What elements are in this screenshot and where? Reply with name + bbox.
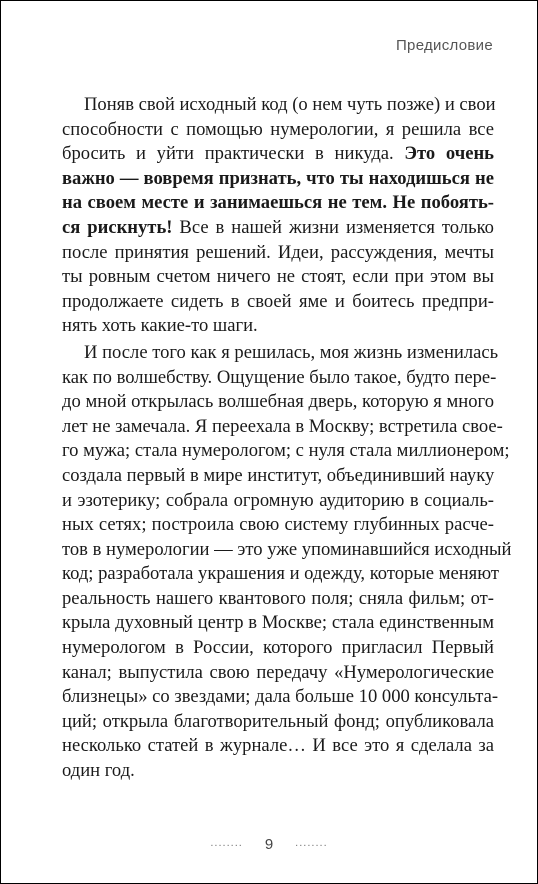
emphasis: Это очень bbox=[404, 143, 494, 165]
text-line: несколько статей в журнале… И все это я сделала за bbox=[62, 735, 494, 757]
body-text bbox=[62, 93, 512, 784]
text-line: лет не замечала. Я переехала в Москву; встретила свое- bbox=[62, 415, 503, 437]
paragraph-1 bbox=[62, 93, 494, 339]
text-line: бросить и уйти практически в никуда. Это очень bbox=[62, 143, 494, 165]
text-line: го мужа; стала нумерологом; с нуля стала миллионером; bbox=[62, 440, 510, 462]
text-line: Поняв свой исходный код (о нем чуть позже) и свои bbox=[84, 94, 496, 115]
ornament-left: ........ bbox=[210, 837, 243, 849]
text-line: и эзотерику; собрала огромную аудиторию в социаль- bbox=[62, 489, 494, 511]
ornament-right: ........ bbox=[295, 837, 328, 849]
text-line: тов в нумерологии — это уже упоминавшийся исходный bbox=[62, 538, 512, 560]
text-line: ных сетях; построила свою систему глубинных расче- bbox=[62, 514, 494, 536]
text-line: ся рискнуть! Все в нашей жизни изменяется только bbox=[62, 216, 494, 238]
emphasis: ся рискнуть! bbox=[62, 216, 173, 238]
emphasis: на своем месте и занимаешься не тем. Не побоять- bbox=[62, 192, 494, 214]
emphasis: важно — вовремя признать, что ты находишься не bbox=[62, 167, 494, 189]
text-line: продолжаете сидеть в своей яме и боитесь предпри- bbox=[62, 290, 494, 312]
text-line: до мной открылась волшебная дверь, которую я много bbox=[62, 391, 494, 413]
running-head: Предисловие bbox=[395, 37, 493, 54]
paragraph-2 bbox=[62, 341, 512, 784]
text-line bbox=[62, 191, 494, 216]
text-line: ты ровным счетом ничего не стоят, если при этом вы bbox=[62, 266, 494, 288]
text-line: близнецы» со звездами; дала больше 10 000 консульта- bbox=[62, 686, 499, 708]
text-line bbox=[62, 167, 494, 192]
page-number: 9 bbox=[264, 836, 274, 853]
text-line: способности с помощью нумерологии, я решила все bbox=[62, 118, 494, 140]
text-line: нять хоть какие-то шаги. bbox=[62, 315, 258, 337]
text-line: И после того как я решилась, моя жизнь изменилась bbox=[84, 341, 499, 363]
text-line: ций; открыла благотворительный фонд; опубликовала bbox=[62, 710, 494, 732]
text-line: один год. bbox=[62, 760, 135, 782]
text-line: код; разработала украшения и одежду, которые меняют bbox=[62, 563, 499, 585]
text-line: канал; выпустила свою передачу «Нумерологические bbox=[62, 661, 494, 683]
text-line: реальность нашего квантового поля; сняла фильм; от- bbox=[62, 587, 494, 609]
text-line: после принятия решений. Идеи, рассуждения, мечты bbox=[62, 241, 494, 263]
text-line: крыла духовный центр в Москве; стала единственным bbox=[62, 612, 494, 634]
page-footer bbox=[1, 836, 537, 853]
text-line: как по волшебству. Ощущение было такое, будто пере- bbox=[62, 366, 497, 388]
text-line: нумерологом в России, которого пригласил Первый bbox=[62, 637, 494, 659]
text-line: создала первый в мире институт, объединивший науку bbox=[62, 464, 495, 486]
